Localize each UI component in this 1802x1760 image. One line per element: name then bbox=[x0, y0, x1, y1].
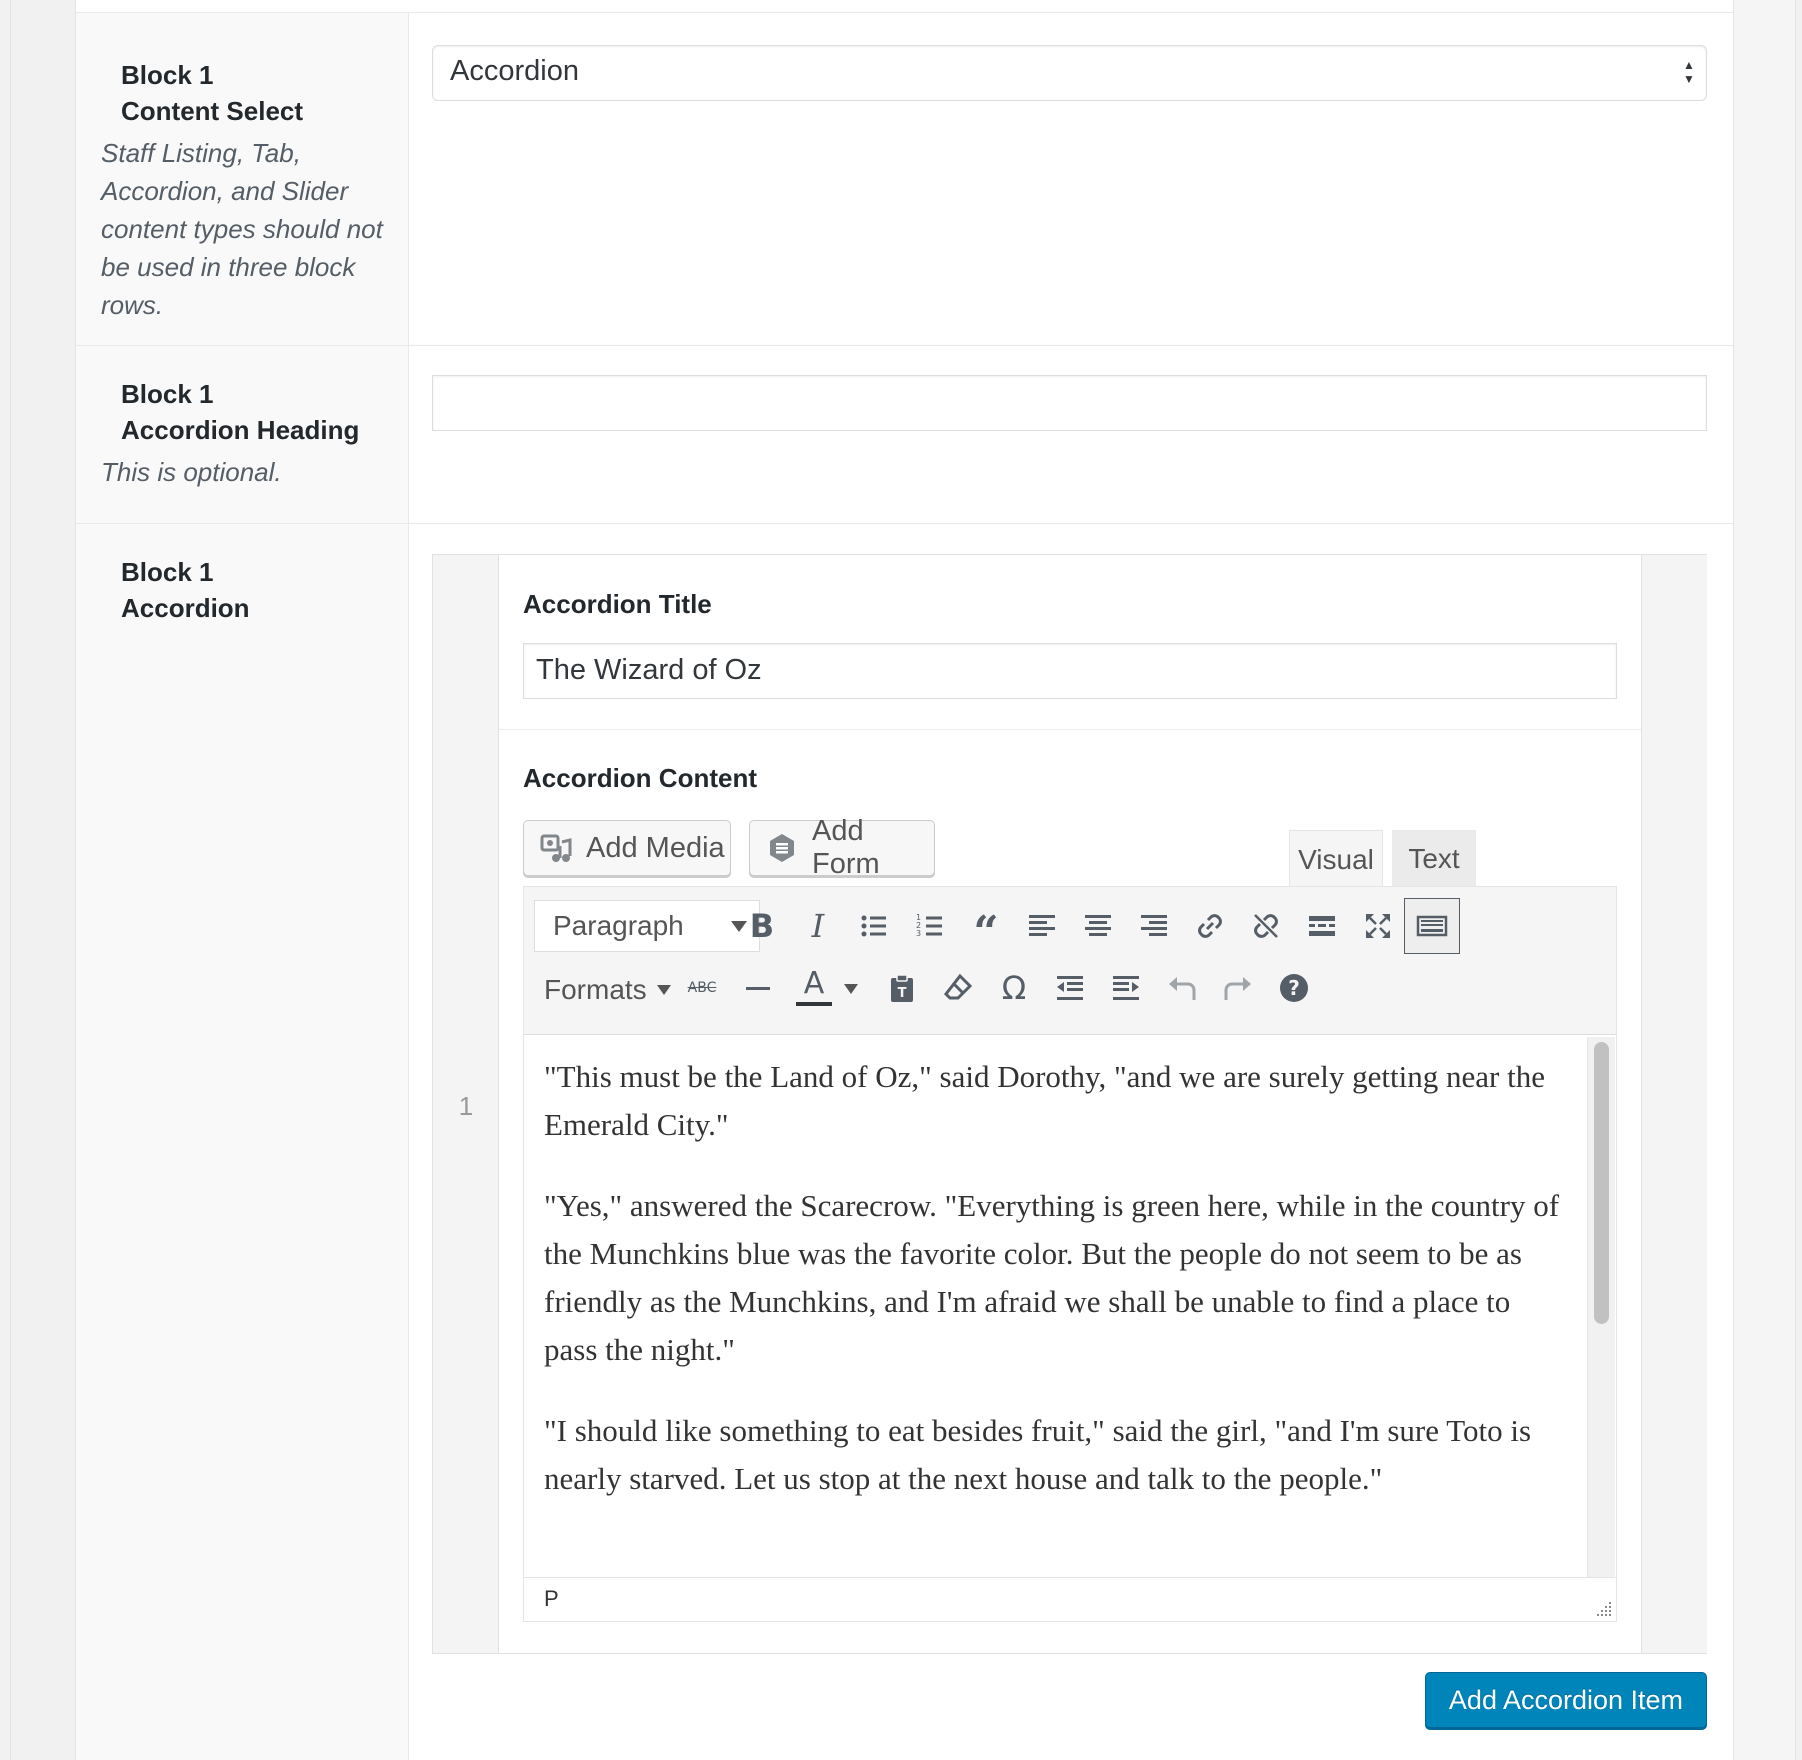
indent-icon[interactable] bbox=[1098, 960, 1154, 1016]
italic-icon[interactable]: I bbox=[811, 907, 825, 945]
clear-formatting-icon[interactable] bbox=[930, 960, 986, 1016]
field-row-accordion-heading bbox=[76, 345, 1734, 523]
editor-toolbar bbox=[524, 887, 1616, 1035]
accordion-content-label: Accordion Content bbox=[523, 763, 757, 793]
align-left-icon[interactable] bbox=[1014, 898, 1070, 954]
toolbar-toggle-icon[interactable] bbox=[1404, 898, 1460, 954]
link-icon[interactable] bbox=[1182, 898, 1238, 954]
help-icon[interactable] bbox=[1266, 960, 1322, 1016]
content-select-dropdown[interactable] bbox=[432, 45, 1707, 101]
field-label-line2: Content Select bbox=[121, 96, 304, 126]
svg-text:3: 3 bbox=[916, 929, 922, 938]
repeater-row-handle[interactable] bbox=[433, 555, 499, 1653]
svg-text:?: ? bbox=[1288, 976, 1300, 1000]
editor-content-area[interactable] bbox=[524, 1037, 1584, 1577]
accordion-title-value: The Wizard of Oz bbox=[536, 654, 762, 686]
editor-statusbar bbox=[524, 1577, 1616, 1621]
add-media-label: Add Media bbox=[586, 831, 725, 864]
field-label-line1: Block 1 bbox=[121, 379, 214, 409]
svg-text:1: 1 bbox=[916, 913, 922, 922]
blockquote-icon[interactable]: “ bbox=[973, 907, 999, 958]
resize-handle-icon[interactable] bbox=[1596, 1601, 1612, 1617]
numbered-list-icon[interactable] bbox=[902, 898, 958, 954]
field-description: Staff Listing, Tab, Accordion, and Slider content types should not be used in three block rows. bbox=[101, 138, 383, 320]
paste-text-icon[interactable] bbox=[874, 960, 930, 1016]
content-select-value: Accordion bbox=[450, 55, 579, 87]
special-character-glyph: Ω bbox=[1001, 969, 1027, 1007]
editor-paragraph: "This must be the Land of Oz," said Dorothy, "and we are surely getting near the Emerald City." bbox=[544, 1059, 1545, 1142]
repeater-row-number: 1 bbox=[458, 1091, 474, 1121]
select-arrows-icon: ▲ ▼ bbox=[1683, 58, 1695, 86]
wysiwyg-editor bbox=[523, 886, 1617, 1622]
read-more-icon[interactable] bbox=[1294, 898, 1350, 954]
text-color-icon[interactable] bbox=[786, 960, 842, 1016]
element-path[interactable]: P bbox=[544, 1586, 559, 1611]
field-label-line1: Block 1 bbox=[121, 557, 214, 587]
field-label-column bbox=[76, 524, 409, 1760]
redo-icon[interactable] bbox=[1210, 960, 1266, 1016]
scrollbar-thumb[interactable] bbox=[1594, 1042, 1609, 1324]
outdent-icon[interactable] bbox=[1042, 960, 1098, 1016]
accordion-title-input[interactable] bbox=[523, 643, 1617, 699]
editor-paragraph: "I should like something to eat besides fruit," said the girl, "and I'm sure Toto is nearly starved. Let us stop at the next house and talk to the people." bbox=[544, 1413, 1532, 1496]
format-select-value: Paragraph bbox=[553, 910, 684, 941]
text-color-dropdown-icon[interactable] bbox=[844, 984, 858, 994]
format-select-dropdown[interactable] bbox=[534, 900, 760, 952]
frame-gutter-right bbox=[1733, 0, 1795, 1760]
add-accordion-item-button[interactable]: Add Accordion Item bbox=[1425, 1672, 1707, 1728]
form-icon bbox=[766, 832, 798, 864]
horizontal-line-icon[interactable] bbox=[730, 960, 786, 1016]
field-label-column bbox=[76, 13, 409, 345]
editor-paragraph: "Yes," answered the Scarecrow. "Everything is green here, while in the country of the Munchkins blue was the favorite color. But the people do not seem to be as friendly as the Munchkins, and I'm afraid we shall be unable to find a place to pass the night." bbox=[544, 1188, 1560, 1367]
repeater-row-actions bbox=[1641, 555, 1707, 1653]
align-right-icon[interactable] bbox=[1126, 898, 1182, 954]
editor-scrollbar[interactable] bbox=[1587, 1037, 1615, 1577]
field-label-column bbox=[76, 346, 409, 523]
bold-icon[interactable]: B bbox=[749, 907, 775, 945]
add-media-button[interactable] bbox=[523, 820, 731, 876]
tab-visual[interactable]: Visual bbox=[1289, 830, 1383, 888]
align-center-icon[interactable] bbox=[1070, 898, 1126, 954]
frame-border-right bbox=[1795, 0, 1796, 1760]
fullscreen-icon[interactable] bbox=[1350, 898, 1406, 954]
field-label-line1: Block 1 bbox=[121, 60, 214, 90]
undo-icon[interactable] bbox=[1154, 960, 1210, 1016]
accordion-heading-input[interactable] bbox=[432, 375, 1707, 431]
formats-menu[interactable] bbox=[544, 962, 671, 1018]
frame-border-left bbox=[10, 0, 11, 1760]
strikethrough-glyph: ABC bbox=[687, 980, 717, 996]
add-form-button[interactable] bbox=[749, 815, 935, 880]
strikethrough-icon[interactable] bbox=[674, 960, 730, 1016]
media-icon bbox=[540, 832, 572, 864]
accordion-repeater bbox=[432, 554, 1707, 1654]
svg-text:T: T bbox=[897, 986, 907, 1001]
field-label-line2: Accordion bbox=[121, 593, 250, 623]
formats-menu-label: Formats bbox=[544, 974, 647, 1005]
repeater-row-fields bbox=[499, 555, 1641, 1653]
special-character-icon[interactable] bbox=[986, 960, 1042, 1016]
field-description: This is optional. bbox=[101, 457, 282, 487]
add-form-label: Add Form bbox=[812, 815, 880, 880]
text-color-glyph: A bbox=[803, 966, 825, 1001]
unlink-icon[interactable] bbox=[1238, 898, 1294, 954]
text-color-swatch bbox=[796, 1002, 832, 1006]
svg-text:2: 2 bbox=[916, 921, 922, 930]
field-label-line2: Accordion Heading bbox=[121, 415, 360, 445]
field-input-column bbox=[409, 346, 1734, 523]
tab-text[interactable]: Text bbox=[1392, 830, 1476, 888]
bullet-list-icon[interactable] bbox=[846, 898, 902, 954]
chevron-down-icon bbox=[657, 985, 671, 995]
field-separator bbox=[499, 729, 1641, 730]
accordion-title-label: Accordion Title bbox=[523, 589, 712, 619]
